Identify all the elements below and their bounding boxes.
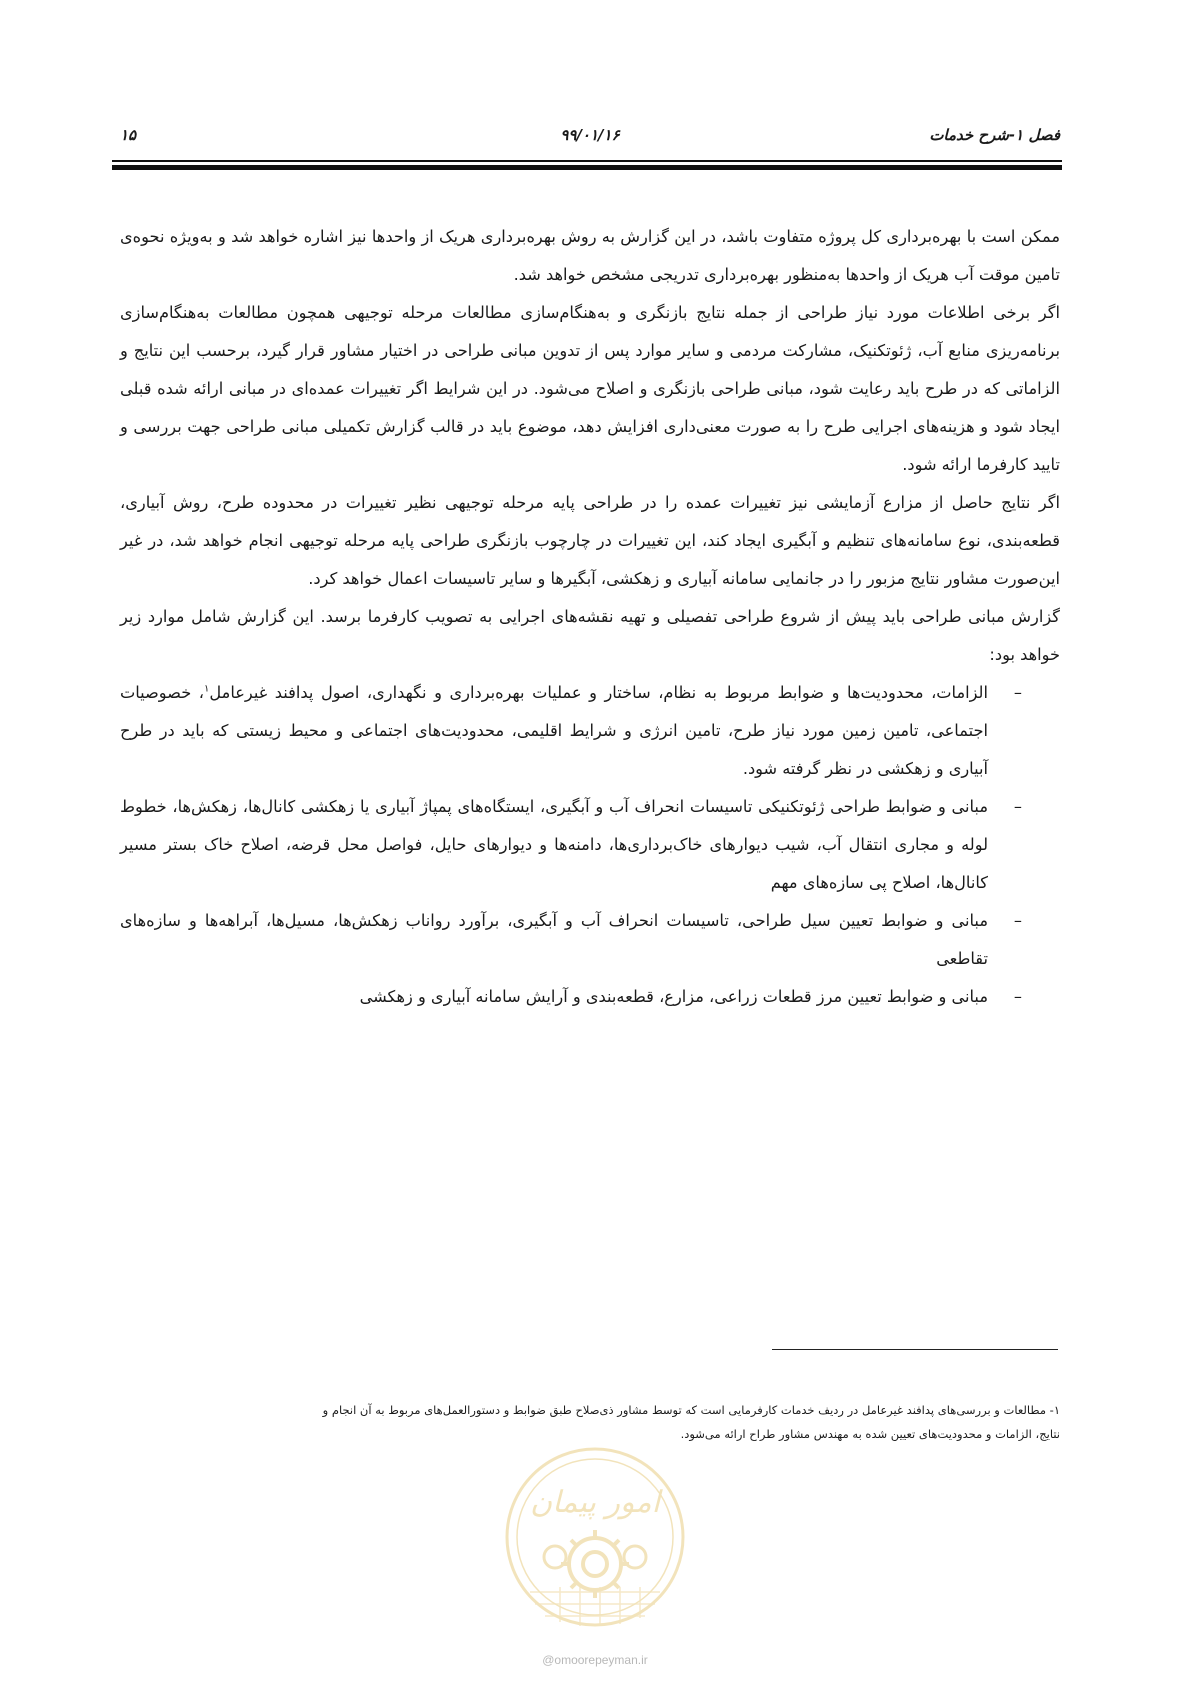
watermark-seal: [500, 1442, 690, 1647]
paragraph: گزارش مبانی طراحی باید پیش از شروع طراحی تفصیلی و تهیه نقشه‌های اجرایی به تصویب کارفرما برسد. این گزارش شامل موارد زیر خواهد بود:: [120, 607, 1060, 664]
chapter-title: فصل ۱-شرح خدمات: [929, 126, 1060, 144]
page-number: ۱۵: [120, 126, 137, 144]
list-item-text: مبانی و ضوابط تعیین سیل طراحی، تاسیسات انحراف آب و آبگیری، برآورد رواناب زهکش‌ها، مسیل‌ها، آبراهه‌ها و سازه‌های تقاطعی: [120, 911, 988, 968]
footnote: [118, 1398, 1060, 1446]
page-header: [120, 126, 1060, 152]
list-item-text: مبانی و ضوابط تعیین مرز قطعات زراعی، مزارع، قطعه‌بندی و آرایش سامانه آبیاری و زهکشی: [359, 987, 988, 1006]
paragraph: ممکن است با بهره‌برداری کل پروژه متفاوت باشد، در این گزارش به روش بهره‌برداری هریک از واحدها نیز اشاره خواهد شد و به‌ویژه نحوه‌ی تامین موقت آب هریک از واحدها به‌منظور بهره‌برداری تدریجی مشخص خواهد شد.: [120, 227, 1060, 284]
footnote-rule: [772, 1349, 1058, 1350]
paragraph: اگر نتایج حاصل از مزارع آزمایشی نیز تغییرات عمده را در طراحی پایه مرحله توجیهی نظیر تغییرات در محدوده طرح، روش آبیاری، قطعه‌بندی، نوع سامانه‌های تنظیم و آبگیری ایجاد کند، این تغییرات در چارچوب بازنگری طراحی پایه مرحله توجیهی انجام خواهد شد، در غیر این‌صورت مشاور نتایج مزبور را در جانمایی سامانه آبیاری و زهکشی، آبگیرها و سایر تاسیسات اعمال خواهد کرد.: [120, 493, 1060, 588]
header-rule-thin: [112, 160, 1062, 162]
list-item: [120, 978, 1060, 1016]
main-body: [120, 218, 1060, 1016]
list-item-text: مبانی و ضوابط طراحی ژئوتکنیکی تاسیسات انحراف آب و آبگیری، ایستگاه‌های پمپاژ آبیاری یا زهکشی کانال‌ها، زهکش‌ها، خطوط لوله و مجاری انتقال آب، شیب دیوارهای خاک‌برداری‌ها، دامنه‌ها و دیوارهای حایل، فواصل محل قرضه، اصلاح خاک بستر مسیر کانال‌ها، اصلاح پی سازه‌های مهم: [120, 797, 988, 892]
list-item-text: ، خصوصیات اجتماعی، تامین زمین مورد نیاز طرح، تامین انرژی و شرایط اقلیمی، محدودیت‌های اجتماعی و محیط زیستی که باید در طرح آبیاری و زهکشی در نظر گرفته شود.: [120, 683, 988, 778]
list-item: [120, 674, 1060, 788]
list-item-text: الزامات، محدودیت‌ها و ضوابط مربوط به نظام، ساختار و عملیات بهره‌برداری و نگهداری، اصول پدافند غیرعامل: [209, 683, 988, 702]
watermark-brand: امور پیمان: [530, 1485, 660, 1520]
footnote-ref: ۱: [204, 683, 210, 695]
list-item: [120, 902, 1060, 978]
footnote-line: ۱- مطالعات و بررسی‌های پدافند غیرعامل در ردیف خدمات کارفرمایی است که توسط مشاور ذی‌صلاح طبق ضوابط و دستورالعمل‌های مربوط به آن انجام و: [322, 1403, 1060, 1417]
header-rule-thick: [112, 165, 1062, 170]
requirements-list: [120, 674, 1060, 1016]
list-dash: –: [1013, 911, 1022, 930]
list-dash: –: [1013, 797, 1022, 816]
list-item: [120, 788, 1060, 902]
header-date: ۹۹/۰۱/۱۶: [560, 126, 620, 144]
list-dash: –: [1013, 683, 1022, 702]
footnote-line: نتایج، الزامات و محدودیت‌های تعیین شده به مهندس مشاور طراح ارائه می‌شود.: [680, 1427, 1060, 1441]
list-dash: –: [1013, 987, 1022, 1006]
paragraph: اگر برخی اطلاعات مورد نیاز طراحی از جمله نتایج بازنگری و به‌هنگام‌سازی مطالعات مرحله توجیهی همچون مطالعات به‌هنگام‌سازی برنامه‌ریزی منابع آب، ژئوتکنیک، مشارکت مردمی و سایر موارد پس از تدوین مبانی طراحی در اختیار مشاور قرار گیرد، برحسب این نتایج و الزاماتی که در طرح باید رعایت شود، مبانی طراحی بازنگری و اصلاح می‌شود. در این شرایط اگر تغییرات عمده‌ای در مبانی ارائه شده قبلی ایجاد شود و هزینه‌های اجرایی طرح را به صورت معنی‌داری افزایش دهد، موضوع باید در قالب گزارش تکمیلی مبانی طراحی جهت بررسی و تایید کارفرما ارائه شود.: [120, 303, 1060, 474]
watermark-url: @omoorepeyman.ir: [542, 1653, 648, 1667]
